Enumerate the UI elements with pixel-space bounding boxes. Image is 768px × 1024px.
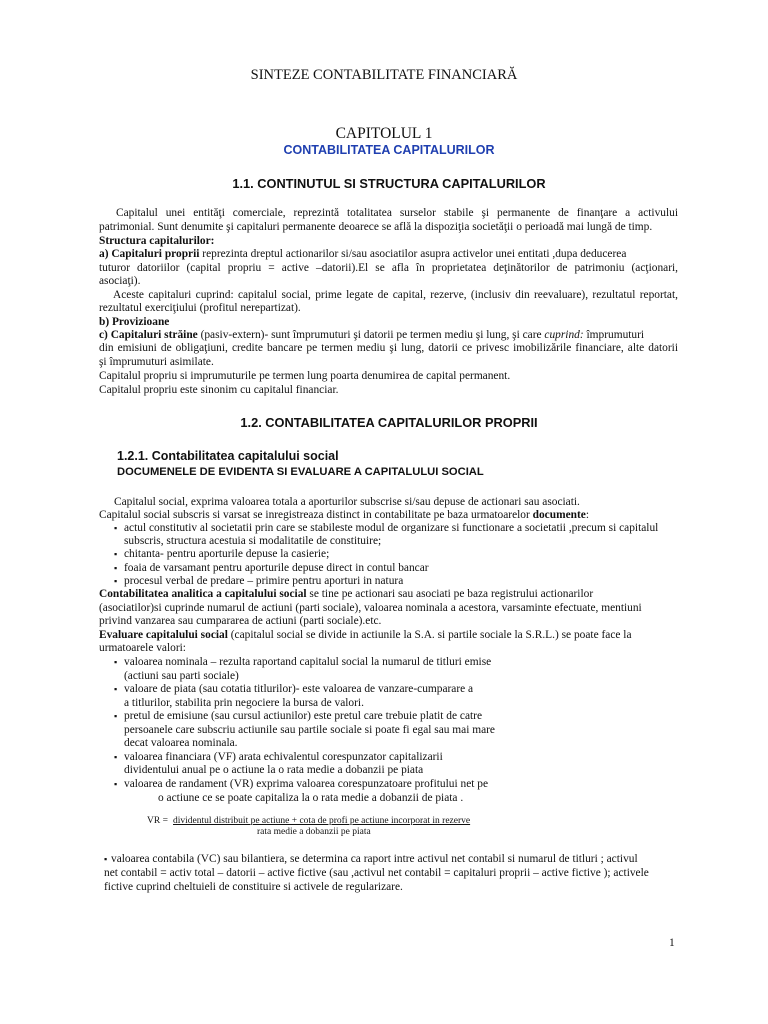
analitica-line: (asociatilor)si cuprinde numarul de actiuni (parti sociale), valoarea nominala a acestora, varsaminte efectuate, mentiuni xyxy=(99,602,642,614)
valoare-list-item: (actiuni sau parti sociale) xyxy=(124,670,239,682)
analitica-line: privind vanzarea sau cumpararea de actiuni (parti sociale).etc. xyxy=(99,615,382,627)
formula-denominator: rata medie a dobanzii pe piata xyxy=(257,827,371,837)
capitaluri-cuprind-line: Aceste capitaluri cuprind: capitalul social, prime legate de capital, rezerve, (inclusiv din reevaluare), rezultatul reportat, xyxy=(113,289,678,301)
capitaluri-straine-line: şi împrumuturi asimilate. xyxy=(99,356,214,368)
bullet-icon: ▪ xyxy=(104,854,108,864)
bullet-icon: ▪ xyxy=(114,779,118,789)
bullet-icon: ▪ xyxy=(114,563,118,573)
capitaluri-proprii-line: asociaţi). xyxy=(99,275,141,287)
chapter-heading: CAPITOLUL 1 xyxy=(335,125,433,142)
capitaluri-straine-line: din emisiuni de obligaţiuni, credite bancare pe termen mediu şi lung, datorii ce privesc imobilizările financiare, alte datorii xyxy=(99,342,678,354)
s11-paragraph-line: patrimonial. Sunt denumite şi capitaluri permanente deoarece se află la dispoziţia societăţii o perioadă mai lungă de timp. xyxy=(99,221,653,233)
bullet-icon: ▪ xyxy=(114,711,118,721)
capitaluri-straine-label: c) Capitaluri străine xyxy=(99,329,198,341)
formula-lhs: VR = xyxy=(147,816,168,826)
valoare-list-item: valoarea nominala – rezulta raportand capitalul social la numarul de titluri emise xyxy=(124,656,492,668)
bullet-icon: ▪ xyxy=(114,752,118,762)
section-1-2-1-heading: 1.2.1. Contabilitatea capitalului social xyxy=(117,449,339,463)
valoarea-contabila-line: fictive cuprind cheltuieli de constituire si activele de regularizare. xyxy=(104,881,403,893)
s11-paragraph-line: Capitalul unei entităţi comerciale, reprezintă totalitatea surselor stabile şi permanente de finanţare a activului xyxy=(116,207,678,219)
valoare-list-item: valoare de piata (sau cotatia titlurilor)- este valoarea de vanzare-cumparare a xyxy=(124,683,474,695)
valoare-list-item: dividentului anual pe o actiune la o rata medie a dobanzii pe piata xyxy=(124,764,424,776)
capital-social-line: Capitalul social, exprima valoarea totala a aporturilor subscrise si/sau depuse de actionari sau asociati. xyxy=(114,496,580,508)
document-list-item: foaia de varsamant pentru aporturile depuse direct in contul bancar xyxy=(124,562,429,574)
bullet-icon: ▪ xyxy=(114,684,118,694)
valoare-list-item: valoarea financiara (VF) arata echivalentul corespunzator capitalizarii xyxy=(124,751,443,763)
capitaluri-proprii-line: tuturor datoriilor (capital propriu = active –datorii).El se afla în proprietatea deţinătorilor de patrimoniu (acţionari, xyxy=(99,262,678,274)
capital-permanent-line: Capitalul propriu si imprumuturile pe termen lung poarta denumirea de capital permanent. xyxy=(99,370,511,382)
evaluare-line: urmatoarele valori: xyxy=(99,642,186,654)
document-list-item: subscris, structura acestuia si modalitatile de constituire; xyxy=(124,535,382,547)
documente-subheading: DOCUMENELE DE EVIDENTA SI EVALUARE A CAPITALULUI SOCIAL xyxy=(117,466,484,478)
analitica-line xyxy=(99,587,593,601)
bullet-icon: ▪ xyxy=(114,657,118,667)
capitaluri-proprii-text: reprezinta dreptul actionarilor si/sau asociatilor asupra activelor unei entitati ,dupa deducerea xyxy=(199,248,627,260)
documente-intro-text: Capitalul social subscris si varsat se inregistreaza distinct in contabilitate pe baza urmatoarelor xyxy=(99,509,533,521)
valoare-list-item: a titlurilor, stabilita prin negociere la bursa de valori. xyxy=(124,697,364,709)
evaluare-text: (capitalul social se divide in actiunile la S.A. si partile sociale la S.R.L.) se poate face la xyxy=(227,629,632,641)
document-list-item: chitanta- pentru aporturile depuse la casierie; xyxy=(124,548,330,560)
capital-financiar-line: Capitalul propriu este sinonim cu capitalul financiar. xyxy=(99,384,339,396)
analitica-text: se tine pe actionari sau asociati pe baza registrului actionarilor xyxy=(306,588,594,600)
analitica-label: Contabilitatea analitica a capitalului social xyxy=(99,588,307,600)
structura-label: Structura capitalurilor: xyxy=(99,235,215,247)
documente-intro-text: : xyxy=(585,509,589,521)
capitaluri-straine-text: împrumuturi xyxy=(583,329,645,341)
document-list-item: actul constitutiv al societatii prin care se stabileste modul de organizare si functionare a societatii ,precum si capitalul xyxy=(124,522,659,534)
provizioane-label: b) Provizioane xyxy=(99,316,170,328)
document-list-item: procesul verbal de predare – primire pentru aporturi in natura xyxy=(124,575,404,587)
evaluare-line xyxy=(99,628,632,642)
bullet-icon: ▪ xyxy=(114,523,118,533)
capitaluri-straine-italic: cuprind: xyxy=(544,329,584,341)
formula-numerator: dividentul distribuit pe actiune + cota de profi pe actiune incorporat in rezerve xyxy=(173,816,471,826)
valoare-list-item: valoarea de randament (VR) exprima valoarea corespunzatoare profitului net pe xyxy=(124,778,489,790)
valoare-list-item: persoanele care subscriu actiunile sau partile sociale si poate fi egal sau mai mare xyxy=(124,724,495,736)
valoare-list-item: pretul de emisiune (sau cursul actiunilor) este pretul care trebuie platit de catre xyxy=(124,710,483,722)
capitaluri-proprii-line xyxy=(99,247,626,261)
documente-label: documente xyxy=(532,509,586,521)
section-1-2-heading: 1.2. CONTABILITATEA CAPITALURILOR PROPRII xyxy=(240,415,538,430)
valoare-list-item: decat valoarea nominala. xyxy=(124,737,238,749)
capitaluri-cuprind-line: rezultatul exerciţiului (profitul nerepartizat). xyxy=(99,302,301,314)
capitaluri-straine-text: (pasiv-extern)- sunt împrumuturi şi datorii pe termen mediu şi lung, şi care xyxy=(197,329,545,341)
section-1-1-heading: 1.1. CONTINUTUL SI STRUCTURA CAPITALURILOR xyxy=(232,176,546,191)
bullet-icon: ▪ xyxy=(114,549,118,559)
bullet-icon: ▪ xyxy=(114,576,118,586)
valoarea-contabila-line: net contabil = activ total – datorii – active fictive (sau ,activul net contabil = capitaluri proprii – active fictive ); activele xyxy=(104,867,649,879)
capitaluri-straine-line xyxy=(99,328,644,342)
chapter-subtitle: CONTABILITATEA CAPITALURILOR xyxy=(283,143,495,157)
valoare-sub-item: o actiune ce se poate capitaliza la o rata medie a dobanzii de piata . xyxy=(158,792,464,804)
documente-intro-line xyxy=(99,508,589,522)
document-title: SINTEZE CONTABILITATE FINANCIARĂ xyxy=(250,67,518,83)
valoarea-contabila-line: valoarea contabila (VC) sau bilantiera, se determina ca raport intre activul net contabil si numarul de titluri ; activul xyxy=(111,853,638,865)
evaluare-label: Evaluare capitalului social xyxy=(99,629,228,641)
capitaluri-proprii-label: a) Capitaluri proprii xyxy=(99,248,200,260)
page-number: 1 xyxy=(669,937,675,949)
